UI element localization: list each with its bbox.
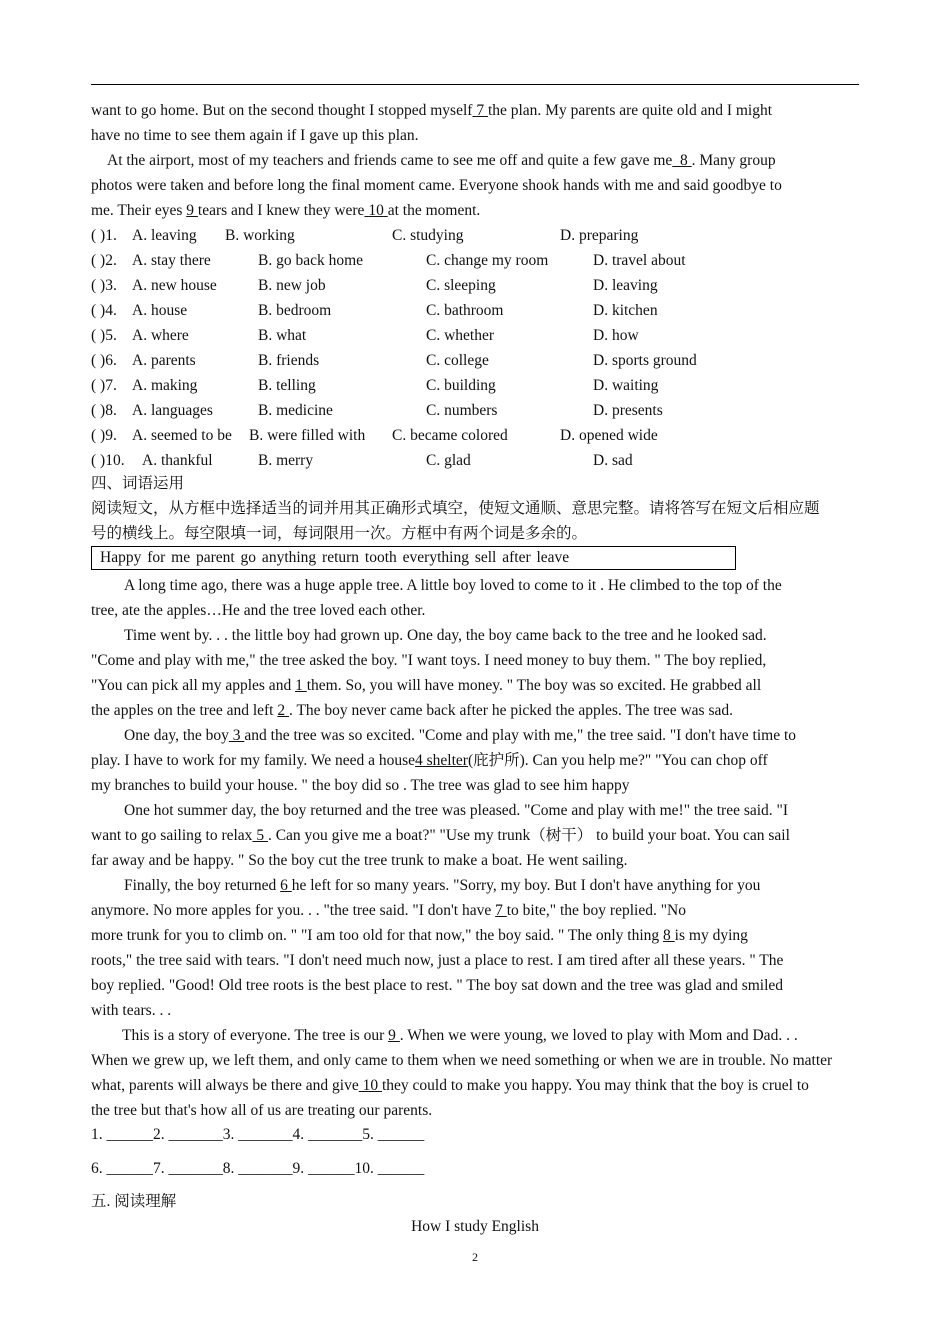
story-line: Finally, the boy returned 6 he left for so many years. "Sorry, my boy. But I don't have anything for you [124,877,761,894]
story-line: the tree but that's how all of us are treating our parents. [91,1102,433,1119]
story-line: When we grew up, we left them, and only came to them when we need something or when we are in trouble. No matter [91,1052,833,1069]
story-line: want to go sailing to relax 5 . Can you give me a boat?" "Use my trunk（树干） to build your boat. You can sail [91,827,790,844]
story-line: This is a story of everyone. The tree is our 9 . When we were young, we loved to play with Mom and Dad. . . [122,1027,798,1044]
word-box: Happy for me parent go anything return tooth everything sell after leave [91,546,736,570]
section-4-instructions: 号的横线上。每空限填一词，每词限用一次。方框中有两个词是多余的。 [91,525,588,542]
blank-2: 2 [277,702,289,719]
page-number: 2 [472,1250,478,1264]
answer-lines-row: 1. ______2. _______3. _______4. _______5. ______ [91,1126,425,1143]
passage-heading: How I study English [411,1218,539,1235]
story-line: "Come and play with me," the tree asked the boy. "I want toys. I need money to buy them. " The boy replied, [91,652,767,669]
blank-3: 3 [228,727,245,744]
story-line: the apples on the tree and left 2 . The boy never came back after he picked the apples. The tree was sad. [91,702,733,719]
story-line: roots," the tree said with tears. "I don't need much now, just a place to rest. I am tired after all these years. " The [91,952,784,969]
passage-line: have no time to see them again if I gave up this plan. [91,127,419,144]
blank-9: 9 [186,202,195,219]
blank-10: 10 [358,1077,382,1094]
blank-1: 1 [295,677,307,694]
story-line: boy replied. "Good! Old tree roots is the best place to rest. " The boy sat down and the tree was glad and smiled [91,977,784,994]
passage-line: photos were taken and before long the final moment came. Everyone shook hands with me and said goodbye to [91,177,782,194]
story-line: play. I have to work for my family. We need a house4 shelter(庇护所). Can you help me?" "You can chop off [91,752,768,769]
story-line: with tears. . . [91,1002,172,1019]
story-line: Time went by. . . the little boy had grown up. One day, the boy came back to the tree and he looked sad. [124,627,767,644]
blank-4: 4 shelter [415,752,468,769]
story-line: One hot summer day, the boy returned and the tree was pleased. "Come and play with me!" the tree said. "I [124,802,789,819]
story-line: "You can pick all my apples and 1 them. So, you will have money. " The boy was so excited. He grabbed all [91,677,762,694]
story-line: my branches to build your house. " the boy did so . The tree was glad to see him happy [91,777,630,794]
blank-7: 7 [476,102,485,119]
blank-6: 6 [280,877,292,894]
story-line: A long time ago, there was a huge apple tree. A little boy loved to come to it . He climbed to the top of the [124,577,782,594]
story-line: more trunk for you to climb on. " "I am too old for that now," the boy said. " The only thing 8 is my dying [91,927,748,944]
blank-9: 9 [388,1027,400,1044]
answer-lines-row: 6. ______7. _______8. _______9. ______10. ______ [91,1160,425,1177]
story-line: tree, ate the apples…He and the tree loved each other. [91,602,426,619]
story-line: far away and be happy. " So the boy cut the tree trunk to make a boat. He went sailing. [91,852,628,869]
blank-5: 5 [252,827,268,844]
blank-8: 8 [663,927,675,944]
passage-line: want to go home. But on the second thought I stopped myself 7 the plan. My parents are quite old and I might [91,102,773,119]
story-line: what, parents will always be there and give 10 they could to make you happy. You may think that the boy is cruel to [91,1077,809,1094]
story-line: anymore. No more apples for you. . . "the tree said. "I don't have 7 to bite," the boy replied. "No [91,902,686,919]
passage-line: me. Their eyes 9 tears and I knew they were 10 at the moment. [91,202,481,219]
passage-line: At the airport, most of my teachers and friends came to see me off and quite a few gave me 8 . Many group [107,152,776,169]
story-line: One day, the boy 3 and the tree was so excited. "Come and play with me," the tree said. "I don't have time to [124,727,797,744]
header-rule [91,84,859,85]
blank-10: 10 [368,202,384,219]
blank-7: 7 [495,902,507,919]
blank-8: 8 [680,152,688,169]
section-4-instructions: 阅读短文，从方框中选择适当的词并用其正确形式填空，使短文通顺、意思完整。请将答写在短文后相应题 [91,500,820,517]
section-5-title: 五. 阅读理解 [91,1193,177,1210]
section-4-title: 四、词语运用 [91,475,185,492]
